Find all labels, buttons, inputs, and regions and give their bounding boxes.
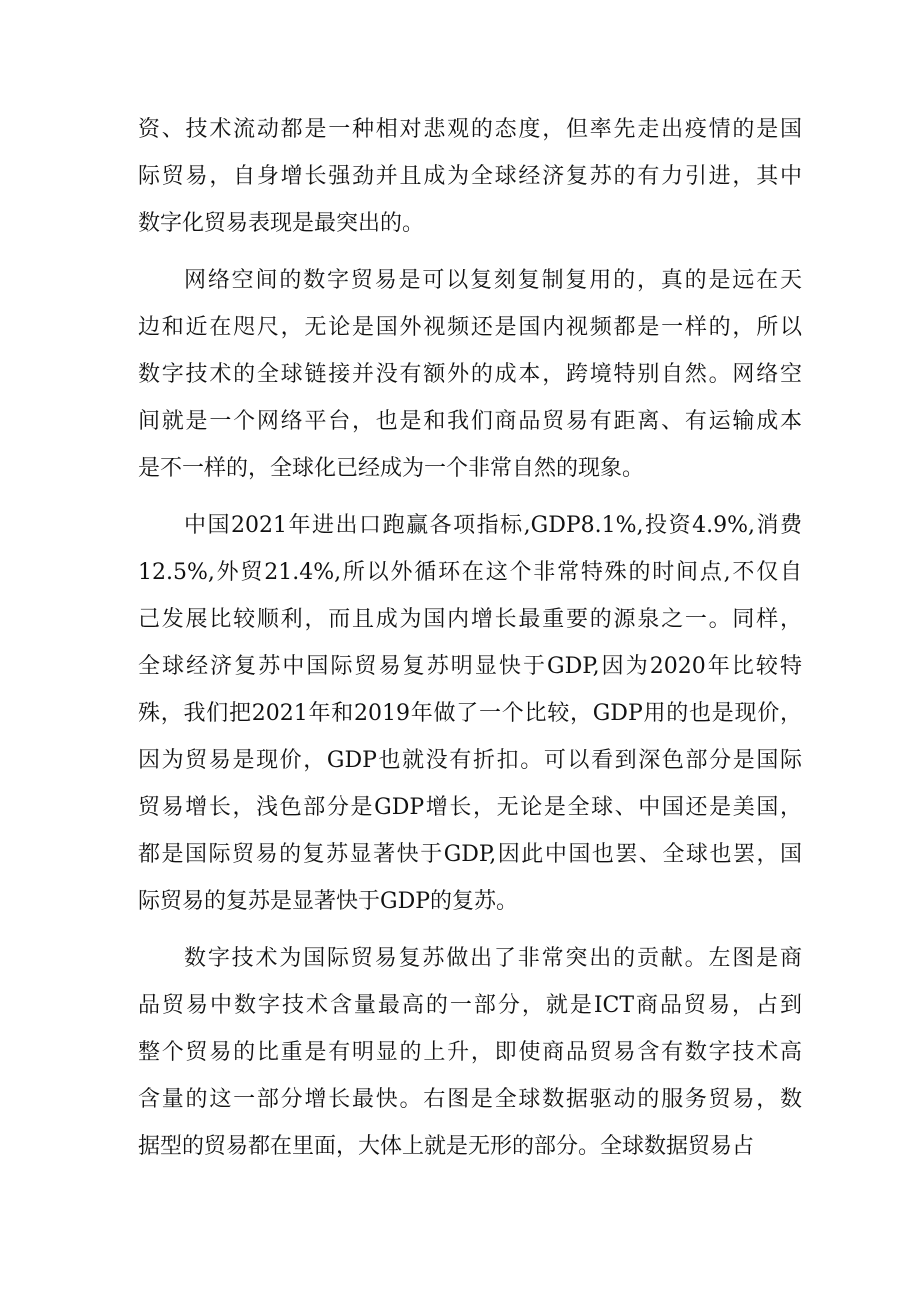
text-line: 网络空间的数字贸易是可以复刻复制复用的，真的是远在天 bbox=[184, 268, 802, 293]
paragraph bbox=[138, 106, 802, 247]
text-line: 数字技术为国际贸易复苏做出了非常突出的贡献。左图是商 bbox=[184, 946, 802, 971]
paragraph bbox=[138, 257, 802, 492]
text-line: 数字化贸易表现是最突出的。 bbox=[138, 211, 425, 236]
text-line: 是不一样的，全球化已经成为一个非常自然的现象。 bbox=[138, 456, 645, 481]
text-line: 殊，我们把2021年和2019年做了一个比较，GDP用的也是现价， bbox=[138, 701, 802, 726]
paragraph bbox=[138, 502, 802, 925]
text-line: 中国2021年进出口跑赢各项指标,GDP8.1%,投资4.9%,消费 bbox=[184, 513, 802, 538]
text-line: 边和近在咫尺，无论是国外视频还是国内视频都是一样的，所以 bbox=[138, 315, 802, 340]
text-line: 全球经济复苏中国际贸易复苏明显快于GDP,因为2020年比较特 bbox=[138, 654, 802, 679]
text-line: 贸易增长，浅色部分是GDP增长，无论是全球、中国还是美国， bbox=[138, 795, 802, 820]
text-line: 际贸易的复苏是显著快于GDP的复苏。 bbox=[138, 889, 519, 914]
text-line: 数字技术的全球链接并没有额外的成本，跨境特别自然。网络空 bbox=[138, 362, 802, 387]
text-line: 资、技术流动都是一种相对悲观的态度，但率先走出疫情的是国 bbox=[138, 117, 802, 142]
text-line: 12.5%,外贸21.4%,所以外循环在这个非常特殊的时间点,不仅自 bbox=[138, 560, 802, 585]
text-line: 品贸易中数字技术含量最高的一部分，就是ICT商品贸易，占到 bbox=[138, 993, 802, 1018]
document-body bbox=[138, 106, 802, 1180]
text-line: 据型的贸易都在里面，大体上就是无形的部分。全球数据贸易占 bbox=[138, 1134, 755, 1159]
text-line: 因为贸易是现价，GDP也就没有折扣。可以看到深色部分是国际 bbox=[138, 748, 802, 773]
text-line: 间就是一个网络平台，也是和我们商品贸易有距离、有运输成本 bbox=[138, 409, 802, 434]
text-line: 整个贸易的比重是有明显的上升，即使商品贸易含有数字技术高 bbox=[138, 1040, 802, 1065]
text-line: 含量的这一部分增长最快。右图是全球数据驱动的服务贸易，数 bbox=[138, 1087, 802, 1112]
text-line: 己发展比较顺利，而且成为国内增长最重要的源泉之一。同样， bbox=[138, 607, 802, 632]
text-line: 际贸易，自身增长强劲并且成为全球经济复苏的有力引进，其中 bbox=[138, 164, 802, 189]
text-line: 都是国际贸易的复苏显著快于GDP,因此中国也罢、全球也罢，国 bbox=[138, 842, 802, 867]
paragraph bbox=[138, 935, 802, 1170]
